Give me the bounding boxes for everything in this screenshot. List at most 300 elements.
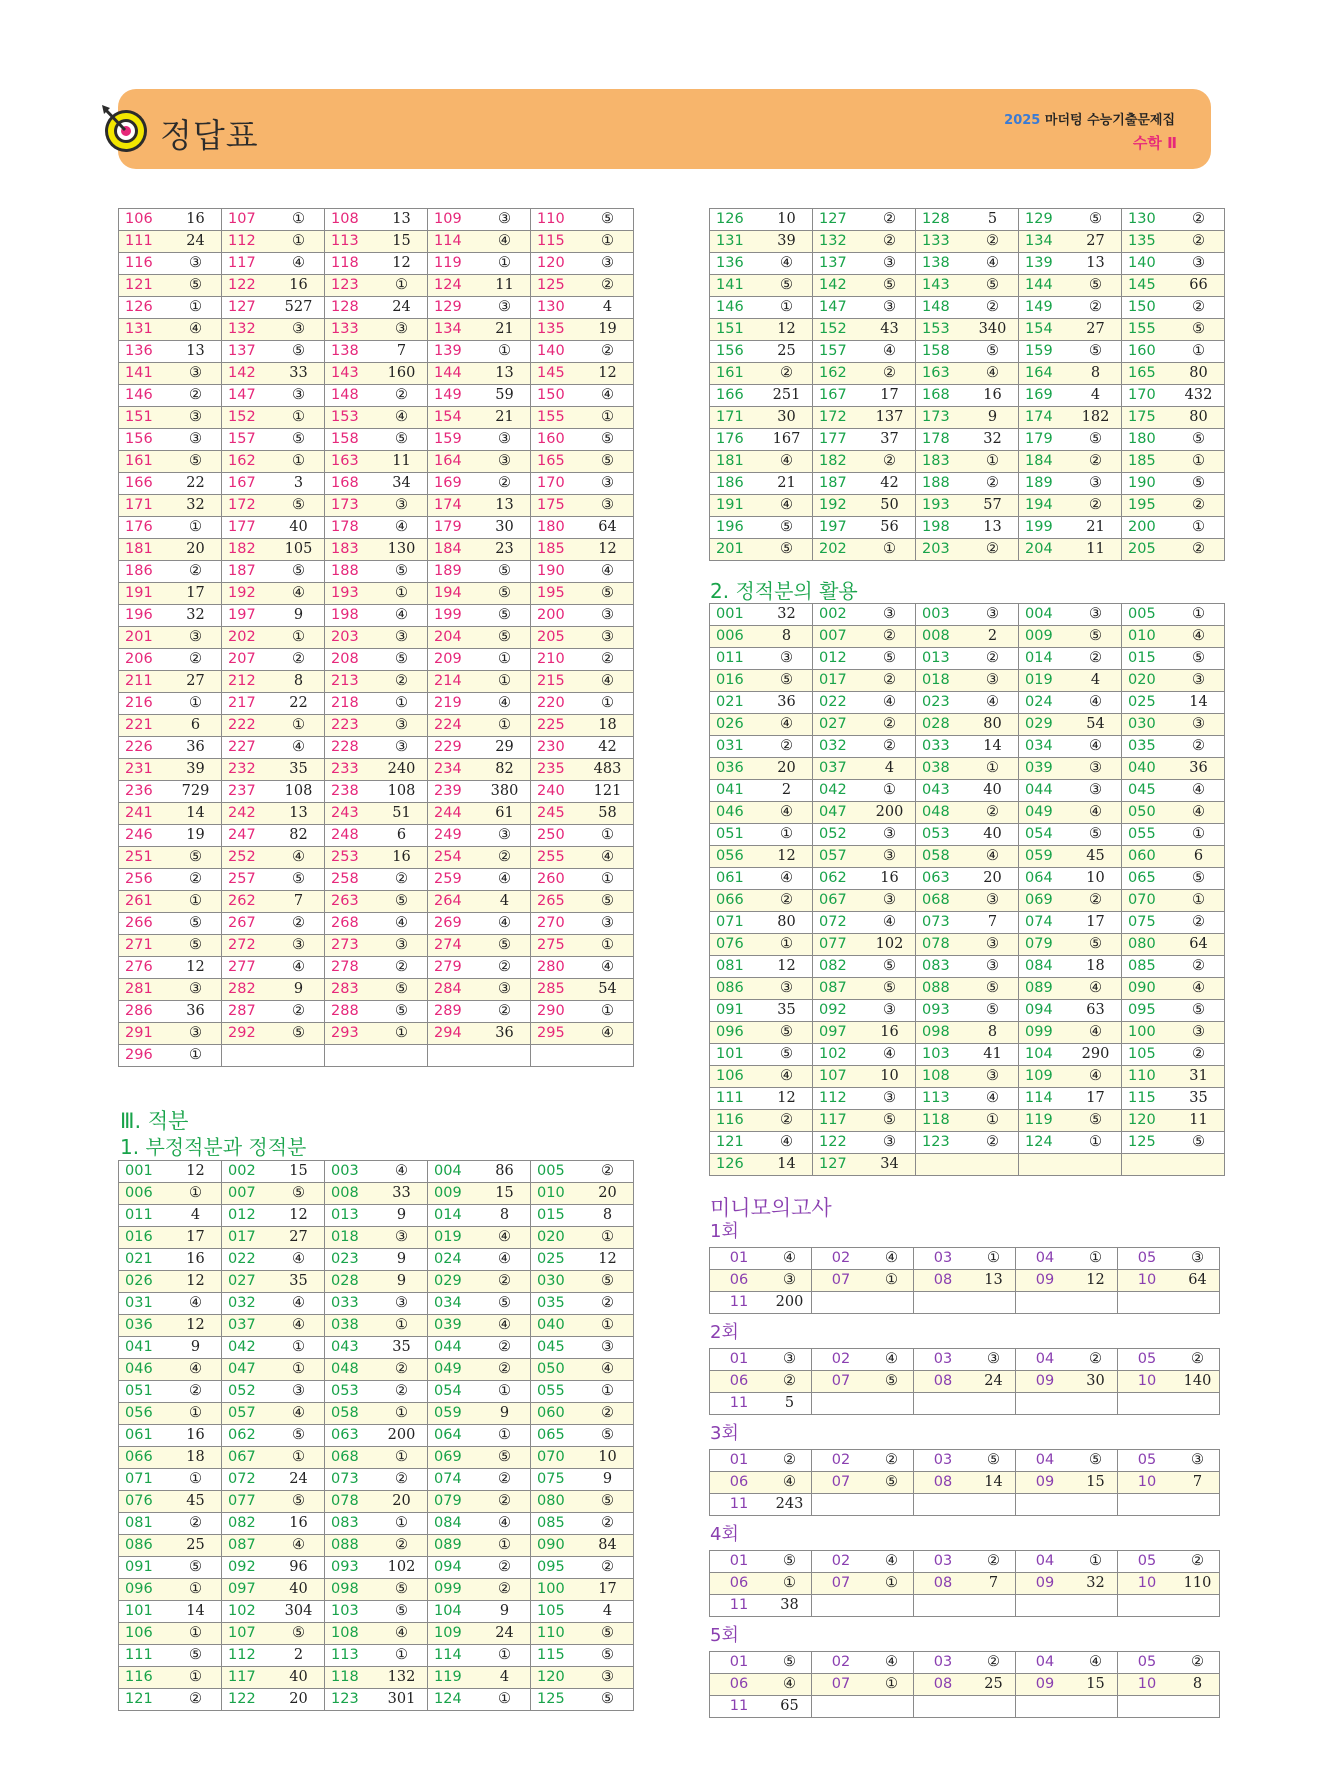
answer-value: ④ [582, 957, 634, 979]
answer-row [710, 1248, 1220, 1270]
answer-value: ③ [170, 979, 222, 1001]
answer-value: ① [273, 451, 325, 473]
question-number: 027 [222, 1271, 274, 1293]
question-number: 116 [119, 253, 171, 275]
question-number: 107 [222, 1623, 274, 1645]
question-number: 071 [710, 912, 762, 934]
answer-value: ② [761, 736, 813, 758]
answer-value: ② [376, 385, 428, 407]
answer-value: 527 [273, 297, 325, 319]
question-number: 173 [325, 495, 377, 517]
answer-value: ③ [479, 979, 531, 1001]
answer-value: 61 [479, 803, 531, 825]
question-number: 017 [813, 670, 865, 692]
answer-value: ④ [273, 1249, 325, 1271]
answer-value: ③ [1173, 253, 1225, 275]
question-number: 204 [1019, 539, 1071, 561]
question-number: 048 [916, 802, 968, 824]
answer-value: ② [582, 1403, 634, 1425]
question-number: 139 [1019, 253, 1071, 275]
answer-value: ⑤ [273, 561, 325, 583]
answer-value: ② [1176, 1349, 1220, 1371]
answer-row [710, 231, 1225, 253]
answer-value: ① [582, 825, 634, 847]
question-number: 242 [222, 803, 274, 825]
answer-value: ② [582, 649, 634, 671]
question-number: 082 [813, 956, 865, 978]
answer-row [710, 846, 1225, 868]
answer-value: ① [376, 1315, 428, 1337]
question-number: 024 [1019, 692, 1071, 714]
question-number: 292 [222, 1023, 274, 1045]
answer-value: ④ [273, 737, 325, 759]
answer-value: ④ [479, 913, 531, 935]
answer-row [710, 648, 1225, 670]
question-number: 122 [222, 1689, 274, 1711]
question-number: 07 [812, 1674, 871, 1696]
question-number: 11 [710, 1595, 769, 1617]
question-number: 002 [813, 604, 865, 626]
answer-value: ③ [582, 627, 634, 649]
question-number: 277 [222, 957, 274, 979]
question-number: 067 [222, 1447, 274, 1469]
answer-value: ⑤ [864, 978, 916, 1000]
question-number: 294 [428, 1023, 480, 1045]
question-number: 105 [1122, 1044, 1174, 1066]
answer-value: 17 [864, 385, 916, 407]
question-number: 042 [222, 1337, 274, 1359]
question-number: 015 [531, 1205, 583, 1227]
question-number: 071 [119, 1469, 171, 1491]
answer-value: 32 [1074, 1573, 1118, 1595]
answer-value: ② [1070, 890, 1122, 912]
answer-row [710, 517, 1225, 539]
answer-value: ④ [170, 1359, 222, 1381]
answer-value: ③ [170, 627, 222, 649]
answer-row [119, 1645, 634, 1667]
answer-value: ④ [761, 714, 813, 736]
question-number: 097 [813, 1022, 865, 1044]
answer-value: ③ [1173, 670, 1225, 692]
answer-value: ⑤ [967, 1000, 1019, 1022]
question-number: 106 [710, 1066, 762, 1088]
chapter-heading: Ⅲ. 적분 [120, 1109, 189, 1133]
question-number: 205 [531, 627, 583, 649]
question-number: 217 [222, 693, 274, 715]
answer-value: ④ [273, 1315, 325, 1337]
question-number: 278 [325, 957, 377, 979]
question-number: 031 [710, 736, 762, 758]
question-number: 235 [531, 759, 583, 781]
answer-row [119, 429, 634, 451]
question-number: 02 [812, 1349, 871, 1371]
question-number: 113 [325, 231, 377, 253]
question-number: 283 [325, 979, 377, 1001]
question-number: 164 [428, 451, 480, 473]
answer-value: ⑤ [273, 869, 325, 891]
answer-value: ⑤ [761, 670, 813, 692]
question-number: 085 [1122, 956, 1174, 978]
answer-value: 9 [273, 979, 325, 1001]
question-number: 183 [325, 539, 377, 561]
question-number: 063 [916, 868, 968, 890]
answer-value: 22 [273, 693, 325, 715]
question-number: 189 [428, 561, 480, 583]
answer-value: ② [479, 1557, 531, 1579]
answer-value: ② [376, 1469, 428, 1491]
answer-value: ⑤ [479, 1447, 531, 1469]
question-number: 141 [710, 275, 762, 297]
question-number: 018 [916, 670, 968, 692]
answer-value: 15 [376, 231, 428, 253]
question-number: 05 [1118, 1551, 1177, 1573]
answer-value: 20 [761, 758, 813, 780]
question-number: 070 [1122, 890, 1174, 912]
answer-value: ① [479, 649, 531, 671]
question-number: 249 [428, 825, 480, 847]
answer-value: 34 [376, 473, 428, 495]
answer-value: ⑤ [273, 1023, 325, 1045]
answer-value: ① [479, 1425, 531, 1447]
question-number: 042 [813, 780, 865, 802]
question-number: 169 [428, 473, 480, 495]
question-number: 069 [1019, 890, 1071, 912]
answer-value: ⑤ [376, 561, 428, 583]
question-number: 076 [119, 1491, 171, 1513]
answer-value: 66 [1173, 275, 1225, 297]
answer-value: ④ [761, 868, 813, 890]
answer-value: 13 [273, 803, 325, 825]
question-number: 178 [916, 429, 968, 451]
answer-row [119, 385, 634, 407]
answer-value [972, 1292, 1016, 1314]
question-number: 103 [916, 1044, 968, 1066]
answer-value: ⑤ [864, 1110, 916, 1132]
answer-value: 15 [273, 1161, 325, 1183]
question-number: 120 [531, 1667, 583, 1689]
answer-value: ⑤ [1173, 1000, 1225, 1022]
question-number: 088 [325, 1535, 377, 1557]
answer-value: 4 [170, 1205, 222, 1227]
question-number: 062 [222, 1425, 274, 1447]
answer-value: ④ [376, 517, 428, 539]
answer-value: 82 [273, 825, 325, 847]
answer-value: 12 [761, 956, 813, 978]
question-number: 101 [119, 1601, 171, 1623]
question-number: 079 [428, 1491, 480, 1513]
answer-row [710, 407, 1225, 429]
question-number: 100 [1122, 1022, 1174, 1044]
question-number: 165 [1122, 363, 1174, 385]
question-number [812, 1696, 871, 1718]
question-number: 096 [119, 1579, 171, 1601]
question-number: 142 [222, 363, 274, 385]
answer-row [710, 495, 1225, 517]
question-number: 10 [1118, 1371, 1177, 1393]
answer-row [119, 1491, 634, 1513]
question-number: 220 [531, 693, 583, 715]
answer-value: ② [1173, 736, 1225, 758]
answer-value: 40 [967, 780, 1019, 802]
answer-value: 9 [479, 1403, 531, 1425]
answer-value: 27 [273, 1227, 325, 1249]
question-number: 03 [914, 1450, 973, 1472]
answer-value: ② [768, 1371, 812, 1393]
question-number [812, 1393, 871, 1415]
answer-value: 14 [1173, 692, 1225, 714]
question-number: 08 [914, 1472, 973, 1494]
question-number [531, 1045, 583, 1067]
answer-value: ② [376, 957, 428, 979]
question-number: 122 [222, 275, 274, 297]
question-number: 01 [710, 1450, 769, 1472]
question-number: 025 [531, 1249, 583, 1271]
answer-value: 19 [582, 319, 634, 341]
question-number: 033 [325, 1293, 377, 1315]
answer-value: ① [1173, 341, 1225, 363]
answer-value: ③ [967, 1066, 1019, 1088]
answer-value: ④ [1070, 978, 1122, 1000]
answer-row [119, 583, 634, 605]
answer-value: ④ [1070, 1022, 1122, 1044]
question-number: 111 [119, 231, 171, 253]
answer-value: ③ [1173, 714, 1225, 736]
answer-row [119, 473, 634, 495]
answer-row [119, 341, 634, 363]
question-number: 140 [1122, 253, 1174, 275]
answer-value: ② [582, 1161, 634, 1183]
answer-row [119, 539, 634, 561]
question-number: 204 [428, 627, 480, 649]
answer-value: ④ [864, 1044, 916, 1066]
question-number: 146 [119, 385, 171, 407]
answer-row [119, 1469, 634, 1491]
question-number: 146 [710, 297, 762, 319]
answer-row [119, 935, 634, 957]
answer-value: ③ [376, 627, 428, 649]
answer-value: 24 [972, 1371, 1016, 1393]
answer-value: ② [1070, 451, 1122, 473]
question-number: 129 [428, 297, 480, 319]
answer-value: ② [479, 847, 531, 869]
question-number: 244 [428, 803, 480, 825]
answer-value: 200 [376, 1425, 428, 1447]
question-number: 049 [1019, 802, 1071, 824]
question-number: 108 [916, 1066, 968, 1088]
answer-value: ④ [870, 1248, 914, 1270]
question-number: 083 [916, 956, 968, 978]
answer-row [710, 912, 1225, 934]
answer-row [710, 1154, 1225, 1176]
answer-value: ④ [761, 802, 813, 824]
question-number: 104 [428, 1601, 480, 1623]
question-number: 143 [916, 275, 968, 297]
question-number: 107 [222, 209, 274, 231]
question-number: 161 [710, 363, 762, 385]
question-number: 147 [813, 297, 865, 319]
question-number: 070 [531, 1447, 583, 1469]
question-number: 007 [813, 626, 865, 648]
answer-value: ⑤ [582, 1689, 634, 1711]
answer-value: 13 [376, 209, 428, 231]
question-number: 239 [428, 781, 480, 803]
question-number: 053 [916, 824, 968, 846]
question-number: 101 [710, 1044, 762, 1066]
question-number: 143 [325, 363, 377, 385]
answer-value: 57 [967, 495, 1019, 517]
question-number: 262 [222, 891, 274, 913]
question-number [1118, 1696, 1177, 1718]
answer-value: 35 [376, 1337, 428, 1359]
answer-value: 6 [376, 825, 428, 847]
question-number: 162 [222, 451, 274, 473]
question-number: 251 [119, 847, 171, 869]
question-number: 195 [531, 583, 583, 605]
answer-value: ③ [1070, 604, 1122, 626]
answer-row [710, 253, 1225, 275]
question-number: 003 [916, 604, 968, 626]
answer-row [119, 1381, 634, 1403]
question-number: 153 [325, 407, 377, 429]
answer-value: 36 [761, 692, 813, 714]
answer-row [710, 1044, 1225, 1066]
answer-value: 45 [1070, 846, 1122, 868]
answer-value: ① [170, 1403, 222, 1425]
answer-value: ⑤ [1070, 429, 1122, 451]
question-number: 110 [1122, 1066, 1174, 1088]
question-number: 188 [916, 473, 968, 495]
question-number: 07 [812, 1371, 871, 1393]
answer-value [870, 1393, 914, 1415]
question-number: 114 [428, 1645, 480, 1667]
question-number: 057 [222, 1403, 274, 1425]
answer-value: 8 [582, 1205, 634, 1227]
question-number: 02 [812, 1652, 871, 1674]
question-number: 215 [531, 671, 583, 693]
answer-value: ③ [864, 253, 916, 275]
question-number: 138 [916, 253, 968, 275]
answer-row [119, 781, 634, 803]
question-number: 092 [813, 1000, 865, 1022]
answer-row [710, 692, 1225, 714]
question-number: 058 [325, 1403, 377, 1425]
question-number: 078 [916, 934, 968, 956]
answer-value: ① [967, 758, 1019, 780]
question-number: 04 [1016, 1349, 1075, 1371]
answer-value: ④ [479, 693, 531, 715]
question-number [914, 1696, 973, 1718]
question-number: 225 [531, 715, 583, 737]
question-number [1118, 1595, 1177, 1617]
answer-value: ② [1173, 1044, 1225, 1066]
question-number: 126 [710, 1154, 762, 1176]
question-number: 106 [119, 209, 171, 231]
question-number: 237 [222, 781, 274, 803]
answer-value: 37 [864, 429, 916, 451]
answer-value: 32 [170, 495, 222, 517]
answer-value: ① [376, 1403, 428, 1425]
answer-value: ④ [273, 1403, 325, 1425]
answer-value: 18 [582, 715, 634, 737]
question-number: 211 [119, 671, 171, 693]
answer-value: ③ [864, 846, 916, 868]
question-number: 02 [812, 1450, 871, 1472]
question-number: 190 [531, 561, 583, 583]
answer-value [972, 1393, 1016, 1415]
answer-value: ③ [768, 1270, 812, 1292]
question-number: 057 [813, 846, 865, 868]
answer-value: 182 [1070, 407, 1122, 429]
answer-value: ③ [967, 890, 1019, 912]
answer-value: ② [1173, 912, 1225, 934]
question-number: 118 [325, 1667, 377, 1689]
question-number: 054 [428, 1381, 480, 1403]
answer-value: ① [967, 1110, 1019, 1132]
question-number: 095 [1122, 1000, 1174, 1022]
question-number: 109 [428, 209, 480, 231]
question-number: 046 [119, 1359, 171, 1381]
answer-value: ③ [582, 473, 634, 495]
question-number: 150 [531, 385, 583, 407]
question-number: 089 [1019, 978, 1071, 1000]
answer-row [710, 1000, 1225, 1022]
question-number [914, 1292, 973, 1314]
question-number: 290 [531, 1001, 583, 1023]
answer-value: 14 [170, 1601, 222, 1623]
answer-value: 13 [170, 341, 222, 363]
answer-value: 105 [273, 539, 325, 561]
question-number: 135 [531, 319, 583, 341]
question-number: 007 [222, 1183, 274, 1205]
answer-value: 27 [170, 671, 222, 693]
question-number: 037 [222, 1315, 274, 1337]
question-number: 087 [813, 978, 865, 1000]
answer-value: ① [170, 517, 222, 539]
answer-value: ① [864, 539, 916, 561]
question-number: 095 [531, 1557, 583, 1579]
answer-value: ② [870, 1450, 914, 1472]
answer-value: ① [479, 1535, 531, 1557]
question-number: 086 [119, 1535, 171, 1557]
answer-value: 12 [376, 253, 428, 275]
question-number: 11 [710, 1696, 769, 1718]
answer-value: ④ [273, 1535, 325, 1557]
question-number: 135 [1122, 231, 1174, 253]
answer-value: ② [1176, 1551, 1220, 1573]
answer-value: ③ [1176, 1450, 1220, 1472]
answer-value: 13 [967, 517, 1019, 539]
question-number: 019 [1019, 670, 1071, 692]
question-number: 048 [325, 1359, 377, 1381]
question-number: 168 [325, 473, 377, 495]
question-number: 040 [531, 1315, 583, 1337]
answer-value: ② [479, 1337, 531, 1359]
question-number: 257 [222, 869, 274, 891]
answer-row [710, 1022, 1225, 1044]
answer-value: ② [972, 1551, 1016, 1573]
answer-value: 301 [376, 1689, 428, 1711]
answer-value: ⑤ [170, 1557, 222, 1579]
answer-row [119, 1183, 634, 1205]
answer-value: ① [273, 715, 325, 737]
answer-value: ② [376, 1381, 428, 1403]
answer-value: 35 [273, 759, 325, 781]
answer-value: 9 [582, 1469, 634, 1491]
answer-value: ④ [761, 253, 813, 275]
answer-value: ③ [582, 913, 634, 935]
answer-value: 17 [582, 1579, 634, 1601]
answer-value: 25 [972, 1674, 1016, 1696]
